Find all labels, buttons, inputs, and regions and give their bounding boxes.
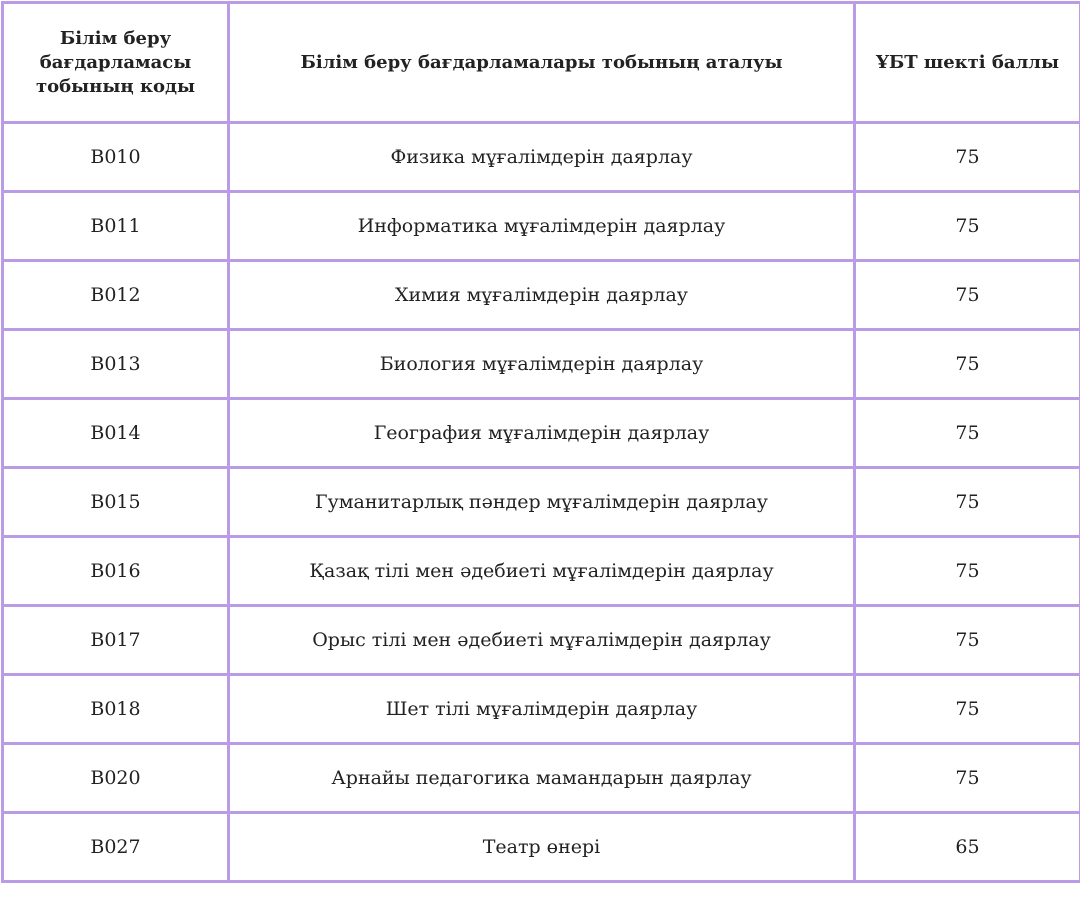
row-score: 75 (855, 261, 1080, 330)
row-name: Шет тілі мұғалімдерін даярлау (229, 675, 855, 744)
row-code: B020 (3, 744, 229, 813)
row-name: Гуманитарлық пәндер мұғалімдерін даярлау (229, 468, 855, 537)
header-row (3, 3, 1080, 123)
row-name: Информатика мұғалімдерін даярлау (229, 192, 855, 261)
row-score: 75 (855, 744, 1080, 813)
table-row (3, 192, 1080, 261)
table-row (3, 261, 1080, 330)
row-score: 75 (855, 123, 1080, 192)
table-row (3, 813, 1080, 882)
row-name: География мұғалімдерін даярлау (229, 399, 855, 468)
row-code: B014 (3, 399, 229, 468)
row-score: 75 (855, 675, 1080, 744)
row-code: B015 (3, 468, 229, 537)
row-score: 75 (855, 537, 1080, 606)
row-code: B011 (3, 192, 229, 261)
table-row (3, 606, 1080, 675)
row-code: B027 (3, 813, 229, 882)
row-name: Театр өнері (229, 813, 855, 882)
row-code: B012 (3, 261, 229, 330)
row-score: 75 (855, 399, 1080, 468)
row-score: 75 (855, 330, 1080, 399)
row-score: 75 (855, 192, 1080, 261)
header-score: ҰБТ шекті баллы (855, 3, 1080, 123)
table-row (3, 744, 1080, 813)
header-name: Білім беру бағдарламалары тобының аталуы (229, 3, 855, 123)
table-row (3, 537, 1080, 606)
row-name: Арнайы педагогика мамандарын даярлау (229, 744, 855, 813)
row-code: B017 (3, 606, 229, 675)
row-name: Физика мұғалімдерін даярлау (229, 123, 855, 192)
table-row (3, 330, 1080, 399)
table-row (3, 675, 1080, 744)
row-name: Орыс тілі мен әдебиеті мұғалімдерін даярлау (229, 606, 855, 675)
table-row (3, 399, 1080, 468)
row-code: B010 (3, 123, 229, 192)
table-row (3, 123, 1080, 192)
row-code: B018 (3, 675, 229, 744)
row-name: Биология мұғалімдерін даярлау (229, 330, 855, 399)
row-name: Химия мұғалімдерін даярлау (229, 261, 855, 330)
row-name: Қазақ тілі мен әдебиеті мұғалімдерін даярлау (229, 537, 855, 606)
row-score: 75 (855, 468, 1080, 537)
row-score: 65 (855, 813, 1080, 882)
table-row (3, 468, 1080, 537)
header-code: Білім беру бағдарламасы тобының коды (3, 3, 229, 123)
row-code: B013 (3, 330, 229, 399)
row-code: B016 (3, 537, 229, 606)
row-score: 75 (855, 606, 1080, 675)
scores-table (1, 1, 1080, 883)
